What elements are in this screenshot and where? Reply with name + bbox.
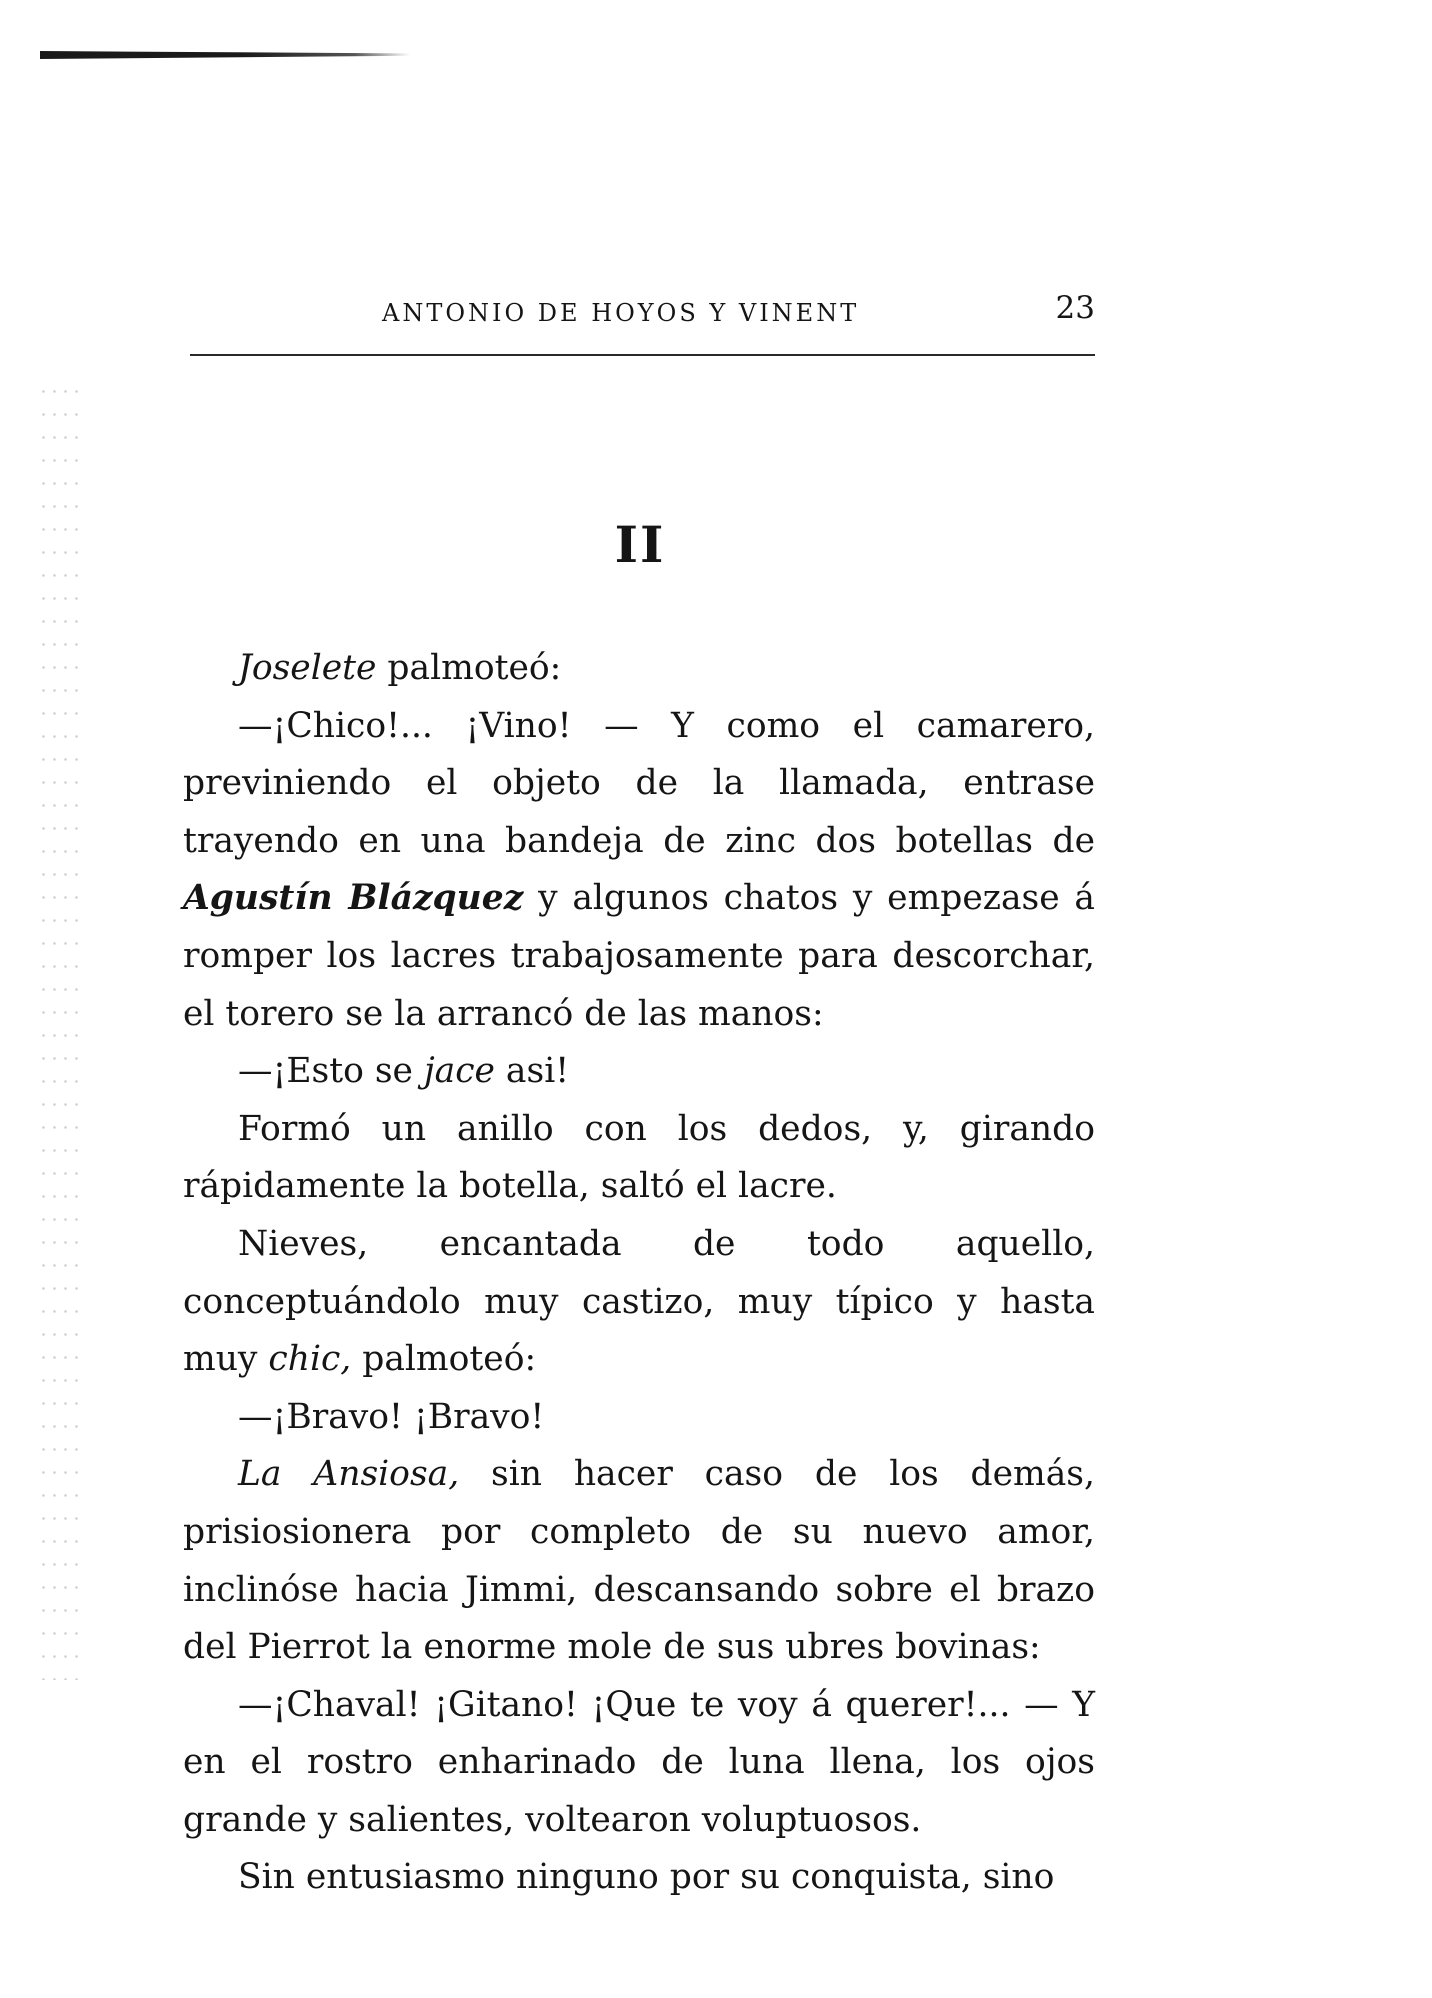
scan-margin-speckle: [38, 380, 86, 1680]
paragraph-1: Joselete palmoteó:: [238, 648, 562, 688]
paragraph-2: —¡Chico!... ¡Vino! — Y como el camarero, previniendo el objeto de la llamada, entrase trayendo en una bandeja de zinc dos botellas de Agustín Blázquez y algunos chatos y empezase á romper los lacres trabajosamente para descorchar, el torero se la arrancó de las manos:: [183, 705, 1095, 1034]
paragraph-5: Nieves, encantada de todo aquello, conceptuándolo muy castizo, muy típico y hasta muy chic, palmoteó:: [183, 1223, 1095, 1380]
wine-brand: Agustín Blázquez: [183, 878, 524, 919]
page-number: 23: [1055, 290, 1095, 326]
paragraph-6: —¡Bravo! ¡Bravo!: [238, 1396, 545, 1437]
paragraph-7: La Ansiosa, sin hacer caso de los demás, prisiosionera por completo de su nuevo amor, inclinóse hacia Jimmi, descansando sobre el brazo del Pierrot la enorme mole de sus ubres bovinas:: [183, 1454, 1095, 1668]
paragraph-9: Sin entusiasmo ninguno por su conquista, sino: [238, 1857, 1055, 1898]
chapter-heading: II: [614, 515, 666, 574]
foreign-word: chic,: [268, 1339, 352, 1380]
body-text: [183, 640, 1095, 1907]
page-header: [190, 290, 1095, 330]
paragraph-3: —¡Esto se jace asi!: [238, 1051, 570, 1092]
scan-edge-bar: [40, 51, 410, 59]
running-title: ANTONIO DE HOYOS Y VINENT: [382, 299, 860, 327]
paragraph-8: —¡Chaval! ¡Gitano! ¡Que te voy á querer!... — Y en el rostro enharinado de luna llena, los ojos grande y salientes, voltearon voluptuosos.: [183, 1684, 1095, 1840]
paragraph-4: Formó un anillo con los dedos, y, girando rápidamente la botella, saltó el lacre.: [183, 1108, 1095, 1207]
dialect-word: jace: [423, 1051, 495, 1092]
character-name-ansiosa: La Ansiosa,: [238, 1454, 460, 1495]
header-rule: [190, 354, 1095, 356]
character-name-joselete: Joselete: [238, 648, 377, 688]
